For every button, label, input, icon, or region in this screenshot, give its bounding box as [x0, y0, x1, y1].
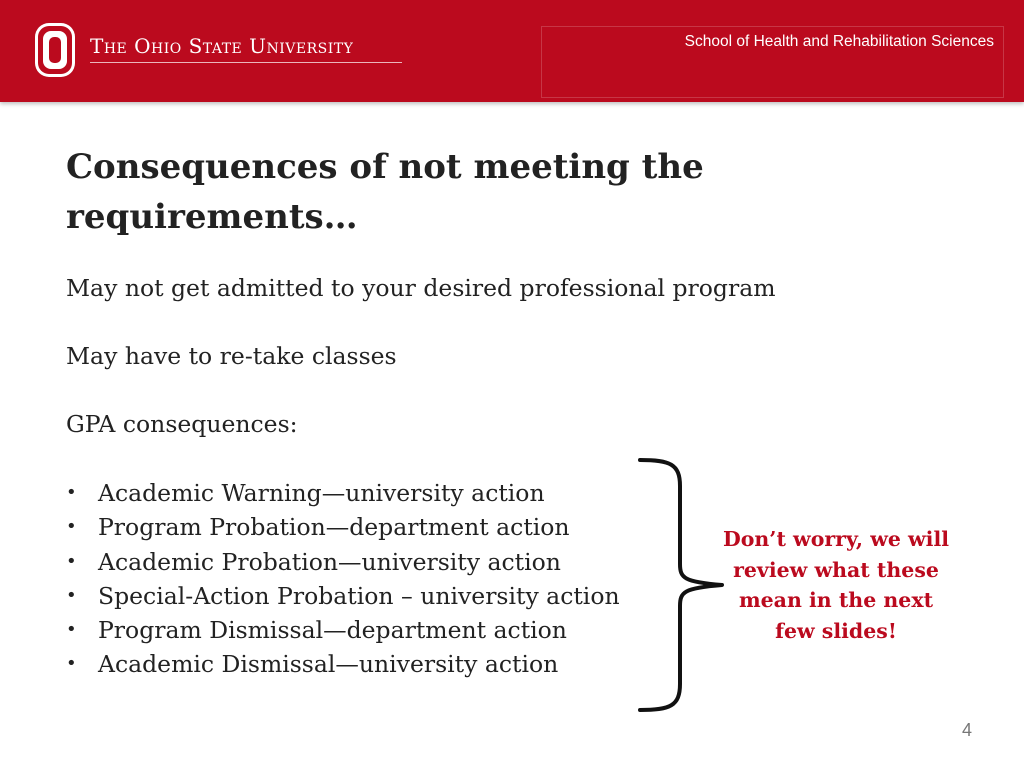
header-bar — [0, 0, 1024, 102]
callout-note: Don’t worry, we will review what these mean in the next few slides! — [722, 527, 950, 643]
consequences-list — [66, 476, 620, 682]
text-line-gpa: GPA consequences: — [66, 410, 298, 438]
bullet-icon: • — [66, 516, 77, 538]
bullet-icon: • — [66, 653, 77, 675]
slide-title: Consequences of not meeting the requirements… — [66, 147, 704, 237]
list-item — [66, 613, 620, 647]
text-line-retake: May have to re-take classes — [66, 342, 397, 370]
list-item-text: Special-Action Probation – university action — [98, 581, 620, 610]
bullet-icon: • — [66, 482, 77, 503]
right-curly-brace-icon — [630, 456, 730, 714]
school-name: School of Health and Rehabilitation Sciences — [684, 33, 994, 50]
list-item — [66, 647, 620, 681]
list-item-text: Program Dismissal—department action — [98, 616, 567, 645]
bullet-icon: • — [66, 550, 77, 572]
bullet-icon: • — [66, 619, 77, 641]
list-item — [66, 510, 620, 544]
bullet-icon: • — [66, 584, 77, 606]
list-item — [66, 545, 620, 579]
list-item-text: Program Probation—department action — [98, 513, 570, 542]
university-name-underline — [90, 62, 402, 63]
list-item-text: Academic Dismissal—university action — [98, 650, 559, 679]
list-item — [66, 579, 620, 613]
list-item — [66, 476, 620, 510]
list-item-text: Academic Probation—university action — [98, 547, 561, 576]
page-number: 4 — [962, 720, 973, 740]
university-name: The Ohio State University — [90, 34, 354, 58]
list-item-text: Academic Warning—university action — [98, 479, 545, 507]
ohio-state-logo-icon — [34, 22, 76, 78]
text-line-admission: May not get admitted to your desired professional program — [66, 274, 776, 302]
